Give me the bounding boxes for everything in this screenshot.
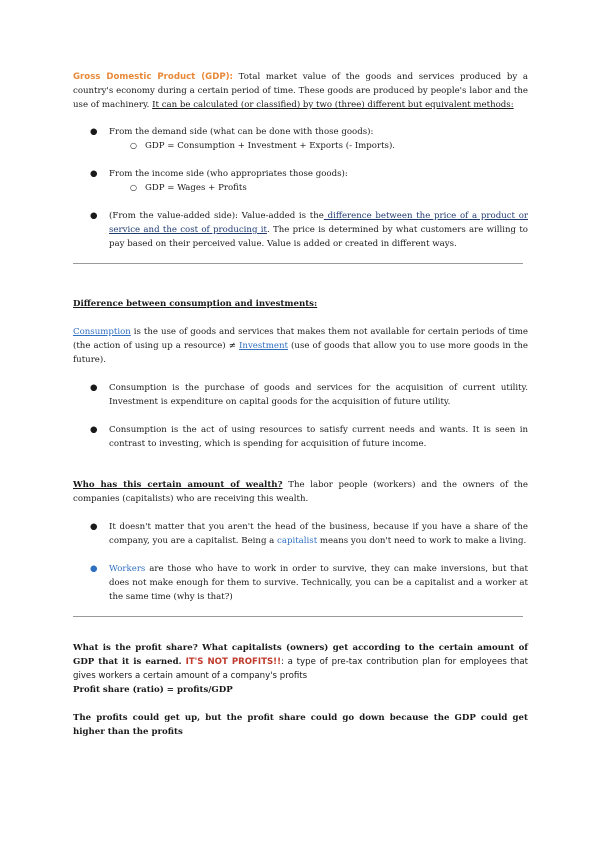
consumption-link[interactable]: Consumption [73,327,131,337]
wealth-bullet-1-pre: It doesn't matter that you aren't the head of the business, because if you have a share of the company, you are a capitalist. Being a [109,522,528,546]
consumption-bullet-1: Consumption is the purchase of goods and services for the acquisition of current utility. Investment is expenditure on capital goods for the acquisition of future utility. [109,383,528,407]
consumption-text-1: is the use of goods and services that makes them not available for certain periods of time (the action of using up a resource) ≠ [73,327,528,351]
list-item [73,167,528,195]
profit-conclusion [73,711,528,739]
profit-paragraph [73,641,528,683]
income-sublist [109,181,528,195]
bullet-icon: ● [90,564,98,574]
bullet-icon: ● [90,169,98,179]
gdp-methods-list [73,125,528,251]
consumption-text-2: (use of goods that allow you to use more goods in the future). [73,341,528,365]
profit-formula-text: Profit share (ratio) = profits/GDP [73,685,233,695]
consumption-bullet-2: Consumption is the act of using resources to satisfy current needs and wants. It is seen in contrast to investing, which is spending for acquisition of future income. [109,425,528,449]
list-item [73,125,528,153]
income-side-text: From the income side (who appropriates those goods): [109,169,348,179]
profit-conclusion-text: The profits could get up, but the profit share could go down because the GDP could get higher than the profits [73,713,528,737]
gdp-methods: It can be calculated (or classified) by two (three) different but equivalent methods: [152,100,514,110]
value-added-link[interactable]: difference between the price of a product or service and the cost of producing it [109,211,528,235]
gdp-definition: Total market value of the goods and services produced by a country's economy during a certain period of time. These goods are produced by people's labor and the use of machinery. [73,72,528,110]
wealth-bullet-1-post: means you don't need to work to make a living. [317,536,527,546]
bullet-icon: ● [90,211,98,221]
bullet-icon: ● [90,383,98,393]
consumption-heading [73,297,528,311]
bullet-icon: ● [90,127,98,137]
list-item [109,139,528,153]
list-item [109,181,528,195]
profit-definition: : a type of pre-tax contribution plan for employees that gives workers a certain amount of a company's profits [73,657,528,681]
consumption-paragraph [73,325,528,367]
value-added-post: . The price is determined by what customers are willing to pay based on their perceived value. Value is added or created in different ways. [109,225,528,249]
document-page [73,70,528,739]
income-formula: GDP = Wages + Profits [145,183,247,193]
wealth-list [73,520,528,604]
demand-side-text: From the demand side (what can be done with those goods): [109,127,374,137]
wealth-answer: The labor people (workers) and the owners of the companies (capitalists) who are receiving this wealth. [73,480,528,504]
list-item [73,562,528,604]
list-item [73,423,528,451]
bullet-icon: ● [90,425,98,435]
consumption-heading-text: Difference between consumption and investments: [73,299,318,309]
demand-formula: GDP = Consumption + Investment + Exports (- Imports). [145,141,396,151]
investment-link[interactable]: Investment [239,341,288,351]
profit-formula [73,683,528,697]
gdp-paragraph [73,70,528,112]
workers-word: Workers [109,564,146,574]
wealth-bullet-2-post: are those who have to work in order to survive, they can make inversions, but that does not make enough for them to survive. Technically, you can be a capitalist and a worker at the same time (why is that?) [109,564,528,602]
hollow-bullet-icon: ○ [130,183,137,192]
capitalist-word: capitalist [277,536,318,546]
demand-sublist [109,139,528,153]
profit-question: What is the profit share? What capitalists (owners) get according to the certain amount of GDP that it is earned. [73,643,528,667]
gdp-term: Gross Domestic Product (GDP): [73,72,233,82]
list-item [73,520,528,548]
hollow-bullet-icon: ○ [130,141,137,150]
value-added-pre: (From the value-added side): Value-added is the [109,211,324,221]
wealth-question: Who has this certain amount of wealth? [73,480,283,490]
list-item [73,381,528,409]
bullet-icon: ● [90,522,98,532]
consumption-list [73,381,528,451]
list-item [73,209,528,251]
wealth-paragraph [73,478,528,506]
not-profits: IT'S NOT PROFITS!! [185,657,282,667]
